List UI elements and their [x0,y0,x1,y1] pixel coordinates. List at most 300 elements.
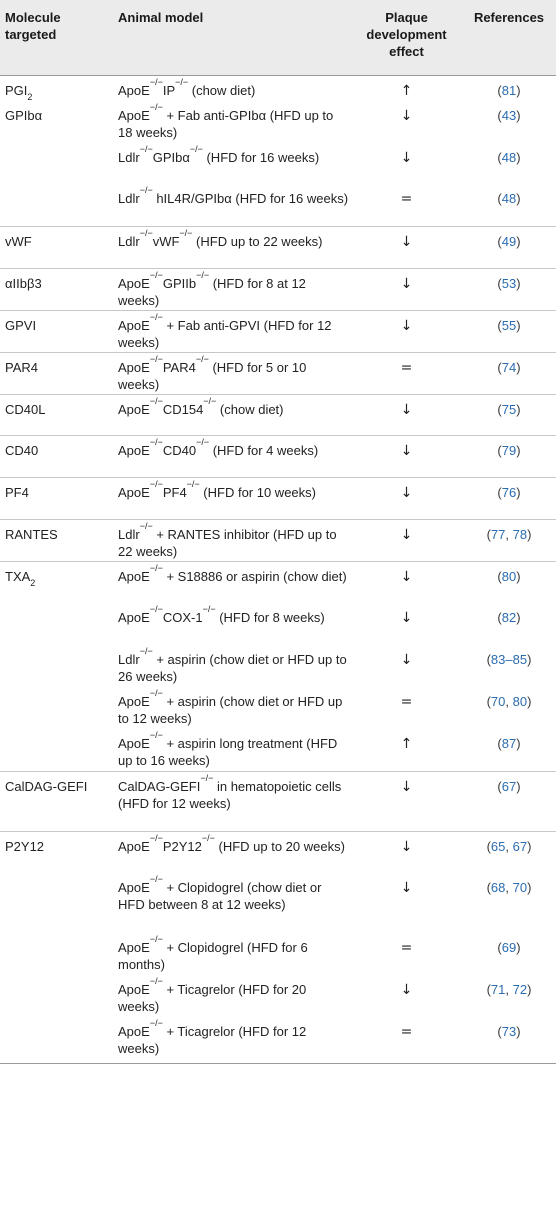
text-segment: + Fab anti-GPIbα (HFD up to 18 weeks) [118,108,334,140]
references-cell [461,477,556,519]
molecule-cell [0,771,113,831]
reference-link[interactable]: 48 [501,191,517,206]
references-cell [461,645,556,687]
paren-close: ) [516,275,521,291]
subscript: 2 [27,91,33,102]
text-segment: (HFD up to 22 weeks) [192,233,323,249]
paren-close: ) [516,359,521,375]
references-cell [461,268,556,310]
paren-open: ( [486,982,491,997]
molecule-cell [0,226,113,268]
reference-link[interactable]: 70 [512,880,528,895]
reference-link[interactable]: 76 [501,484,517,500]
arrow-down-icon: ↓ [400,610,413,626]
reference-link[interactable]: 69 [501,940,517,955]
arrow-down-icon: ↓ [400,652,413,668]
paren-open: ( [486,652,491,667]
paren-open: ( [497,108,502,123]
paren-close: ) [516,940,521,955]
molecule-cell [0,519,113,561]
text-segment: Ldlr [118,652,140,667]
molecule-cell [0,352,113,394]
table-row [0,519,556,561]
text-segment: CD154 [162,401,204,417]
superscript: −/− [149,934,163,944]
reference-link[interactable]: 74 [501,359,517,375]
references-cell [461,143,556,184]
equals-icon: = [400,940,413,956]
arrow-up-icon: ↑ [400,82,413,99]
reference-link[interactable]: 68 [490,880,506,895]
paren-close: ) [516,568,521,584]
molecule-cell [0,603,113,645]
reference-link[interactable]: 48 [501,150,517,165]
effect-cell [351,771,461,831]
header-molecule-targeted: Molecule targeted [5,10,61,42]
references-cell [461,729,556,771]
header-row [0,0,556,75]
superscript: −/− [196,436,210,447]
superscript: −/− [149,604,163,614]
text-segment: TXA [5,568,31,584]
reference-link[interactable]: 80 [501,568,517,584]
paren-open: ( [497,778,502,794]
text-segment: ApoE [118,838,150,854]
equals-icon: = [400,1024,413,1040]
text-segment: CD40 [5,442,39,458]
effect-cell [351,1017,461,1063]
superscript: −/− [186,478,200,489]
arrow-down-icon: ↓ [400,317,413,334]
text-segment: , [505,982,513,997]
superscript: −/− [149,976,163,986]
molecule-cell [0,975,113,1017]
molecule-cell [0,101,113,143]
text-segment: Ldlr [118,191,140,206]
text-segment: IP [162,82,176,98]
molecule-cell [0,184,113,226]
text-segment: + Clopidogrel (chow diet or HFD between 8 at 12 weeks) [118,880,322,912]
text-segment: (chow diet) [216,401,284,417]
text-segment: + Clopidogrel (HFD for 6 months) [118,940,308,972]
text-segment: Ldlr [118,233,140,249]
text-segment: , [505,694,513,709]
references-cell [461,561,556,603]
animal-model-cell [113,831,351,873]
text-segment: ApoE [118,401,150,417]
table-row [0,394,556,435]
paren-close: ) [527,880,532,895]
arrow-down-icon: ↓ [400,526,413,543]
superscript: −/− [139,646,153,656]
paren-close: ) [516,610,521,625]
text-segment: + RANTES inhibitor (HFD up to 22 weeks) [118,526,337,559]
text-segment: + aspirin long treatment (HFD up to 16 weeks) [118,736,338,768]
text-segment: Ldlr [118,526,140,542]
molecule-cell [0,310,113,352]
superscript: −/− [139,227,153,238]
molecule-cell [0,873,113,933]
effect-cell [351,226,461,268]
molecule-cell [0,687,113,729]
text-segment: ApoE [118,1024,150,1039]
arrow-down-icon: ↓ [400,150,413,166]
text-segment: GPVI [5,317,37,333]
superscript: −/− [200,772,214,783]
effect-cell [351,435,461,477]
effect-cell [351,184,461,226]
paren-open: ( [497,233,502,249]
text-segment: ApoE [118,317,150,333]
table-row [0,310,556,352]
superscript: −/− [203,395,217,406]
animal-model-cell [113,561,351,603]
paren-close: ) [516,442,521,458]
effect-cell [351,645,461,687]
superscript: −/− [175,76,189,87]
molecule-cell [0,645,113,687]
reference-link[interactable]: 78 [512,526,528,542]
paren-close: ) [527,982,532,997]
paren-close: ) [516,736,521,751]
equals-icon: = [400,694,413,710]
animal-model-cell [113,975,351,1017]
molecule-cell [0,75,113,101]
text-segment: COX-1 [162,610,203,625]
table-row [0,226,556,268]
table-row [0,831,556,873]
table-row [0,435,556,477]
effect-cell [351,687,461,729]
text-segment: + S18886 or aspirin (chow diet) [162,568,347,584]
superscript: −/− [149,562,163,573]
text-segment: ApoE [118,940,150,955]
effect-cell [351,603,461,645]
paren-open: ( [497,484,502,500]
table-row [0,561,556,603]
text-segment: CalDAG-GEFI [118,778,201,794]
effect-cell [351,477,461,519]
effect-cell [351,310,461,352]
references-cell [461,771,556,831]
reference-link[interactable]: 83–85 [490,652,528,667]
superscript: −/− [149,269,163,280]
animal-model-cell [113,435,351,477]
text-segment: PF4 [162,484,187,500]
effect-cell [351,729,461,771]
reference-link[interactable]: 75 [501,401,517,417]
paren-open: ( [497,401,502,417]
reference-link[interactable]: 67 [501,778,517,794]
reference-link[interactable]: 70 [490,694,506,709]
text-segment: + Ticagrelor (HFD for 20 weeks) [118,982,307,1014]
reference-link[interactable]: 55 [501,317,517,333]
references-cell [461,310,556,352]
text-segment: (HFD for 8 weeks) [215,610,325,625]
molecule-cell [0,268,113,310]
text-segment: RANTES [5,526,58,542]
paren-open: ( [497,359,502,375]
text-segment: ApoE [118,568,150,584]
table-row [0,687,556,729]
effect-cell [351,975,461,1017]
arrow-down-icon: ↓ [400,484,413,501]
superscript: −/− [195,353,209,364]
animal-model-cell [113,394,351,435]
text-segment: + aspirin (chow diet or HFD up to 12 weeks) [118,694,343,726]
arrow-down-icon: ↓ [400,275,413,292]
effect-cell [351,143,461,184]
text-segment: , [505,880,513,895]
superscript: −/− [149,76,163,87]
table-row [0,975,556,1017]
reference-link[interactable]: 77 [490,526,506,542]
arrow-down-icon: ↓ [400,233,413,250]
paren-close: ) [527,694,532,709]
superscript: −/− [149,102,163,112]
references-cell [461,226,556,268]
effect-cell [351,394,461,435]
paren-open: ( [497,610,502,625]
paren-open: ( [486,880,491,895]
reference-link[interactable]: 72 [512,982,528,997]
paren-open: ( [497,568,502,584]
paren-close: ) [516,1024,521,1039]
table-row [0,268,556,310]
reference-link[interactable]: 80 [512,694,528,709]
text-segment: ApoE [118,442,150,458]
text-segment: CD40 [162,442,197,458]
text-segment: + Fab anti-GPVI (HFD for 12 weeks) [118,317,332,350]
effect-cell [351,268,461,310]
text-segment: ApoE [118,736,150,751]
superscript: −/− [149,478,163,489]
paren-close: ) [516,778,521,794]
table-row [0,75,556,101]
molecule-cell [0,143,113,184]
table-row [0,771,556,831]
superscript: −/− [179,227,193,238]
reference-link[interactable]: 87 [501,736,517,751]
molecule-cell [0,831,113,873]
paren-open: ( [486,838,491,854]
references-cell [461,519,556,561]
text-segment: P2Y12 [162,838,202,854]
references-cell [461,687,556,729]
references-cell [461,873,556,933]
references-cell [461,831,556,873]
text-segment: GPIbα [152,150,190,165]
reference-link[interactable]: 43 [501,108,517,123]
paren-close: ) [527,526,532,542]
reference-link[interactable]: 67 [512,838,528,854]
animal-model-cell [113,352,351,394]
arrow-up-icon: ↑ [400,736,413,752]
text-segment: PGI [5,82,28,98]
text-segment: (HFD for 5 or 10 weeks) [118,359,307,392]
animal-model-cell [113,603,351,645]
arrow-down-icon: ↓ [400,778,413,795]
animal-model-cell [113,1017,351,1063]
reference-link[interactable]: 81 [501,82,517,98]
table-row [0,933,556,975]
text-segment: (HFD for 16 weeks) [202,150,320,165]
animal-model-cell [113,729,351,771]
superscript: −/− [201,832,215,843]
superscript: −/− [149,436,163,447]
text-segment: ApoE [118,108,150,123]
subscript: 2 [30,577,36,588]
text-segment: PF4 [5,484,29,500]
paren-close: ) [516,191,521,206]
equals-icon: = [400,359,413,376]
paren-open: ( [497,736,502,751]
equals-icon: = [400,191,413,207]
animal-model-cell [113,933,351,975]
superscript: −/− [139,185,153,195]
molecule-cell [0,933,113,975]
effect-cell [351,75,461,101]
arrow-down-icon: ↓ [400,108,413,124]
animal-model-cell [113,645,351,687]
molecule-cell [0,394,113,435]
header-references: References [473,10,545,25]
reference-link[interactable]: 82 [501,610,517,625]
text-segment: PAR4 [162,359,196,375]
table-row [0,873,556,933]
text-segment: in hematopoietic cells (HFD for 12 weeks) [118,778,342,811]
superscript: −/− [149,832,163,843]
paren-close: ) [516,150,521,165]
text-segment: vWF [5,233,32,249]
reference-link[interactable]: 65 [490,838,506,854]
effect-cell [351,873,461,933]
text-segment: , [505,526,513,542]
superscript: −/− [202,604,216,614]
table-header [0,0,556,75]
text-segment: GPIIb [162,275,197,291]
animal-model-cell [113,519,351,561]
effect-cell [351,519,461,561]
paren-close: ) [527,838,532,854]
reference-link[interactable]: 71 [490,982,506,997]
animal-model-cell [113,687,351,729]
animal-model-cell [113,310,351,352]
text-segment: ApoE [118,359,150,375]
animal-model-cell [113,101,351,143]
text-segment: hIL4R/GPIbα (HFD for 16 weeks) [152,191,349,206]
animal-model-cell [113,771,351,831]
effect-cell [351,352,461,394]
paren-open: ( [486,694,491,709]
text-segment: + aspirin (chow diet or HFD up to 26 weeks) [118,652,347,684]
text-segment: GPIbα [5,108,43,123]
paren-close: ) [516,401,521,417]
text-segment: PAR4 [5,359,38,375]
references-cell [461,435,556,477]
superscript: −/− [139,520,153,531]
text-segment: ApoE [118,694,150,709]
text-segment: ApoE [118,275,150,291]
arrow-down-icon: ↓ [400,838,413,855]
references-cell [461,1017,556,1063]
paren-close: ) [516,82,521,98]
superscript: −/− [149,1018,163,1028]
text-segment: Ldlr [118,150,140,165]
table-row [0,603,556,645]
text-segment: (HFD for 10 weeks) [199,484,316,500]
paren-close: ) [516,484,521,500]
text-segment: vWF [152,233,180,249]
paren-open: ( [497,82,502,98]
arrow-down-icon: ↓ [400,401,413,418]
paren-close: ) [527,652,532,667]
superscript: −/− [139,144,153,154]
table-body [0,75,556,1063]
animal-model-cell [113,143,351,184]
paren-open: ( [497,442,502,458]
effect-cell [351,561,461,603]
superscript: −/− [149,688,163,698]
text-segment: CD40L [5,401,46,417]
animal-model-cell [113,873,351,933]
text-segment: ApoE [118,880,150,895]
paren-open: ( [497,275,502,291]
paren-open: ( [497,940,502,955]
effect-cell [351,831,461,873]
molecule-cell [0,435,113,477]
header-plaque-effect: Plaque development effect [366,10,447,59]
table-row [0,729,556,771]
references-cell [461,975,556,1017]
references-cell [461,394,556,435]
effect-cell [351,101,461,143]
animal-model-cell [113,184,351,226]
text-segment: αIIbβ3 [5,275,42,291]
references-cell [461,352,556,394]
text-segment: ApoE [118,82,150,98]
animal-model-cell [113,75,351,101]
text-segment: (chow diet) [188,82,256,98]
superscript: −/− [149,353,163,364]
paren-open: ( [497,317,502,333]
reference-link[interactable]: 53 [501,275,517,291]
text-segment: ApoE [118,610,150,625]
table-row [0,1017,556,1063]
superscript: −/− [149,730,163,740]
superscript: −/− [149,311,163,322]
text-segment: (HFD for 8 at 12 weeks) [118,275,306,308]
animal-model-cell [113,226,351,268]
reference-link[interactable]: 49 [501,233,517,249]
arrow-down-icon: ↓ [400,982,413,998]
molecule-cell [0,729,113,771]
table-row [0,101,556,143]
table-row [0,143,556,184]
text-segment: CalDAG-GEFI [5,778,88,794]
text-segment: , [505,838,513,854]
superscript: −/− [189,144,203,154]
reference-link[interactable]: 79 [501,442,517,458]
molecule-cell [0,1017,113,1063]
paren-close: ) [516,108,521,123]
superscript: −/− [196,269,210,280]
text-segment: ApoE [118,982,150,997]
text-segment: + Ticagrelor (HFD for 12 weeks) [118,1024,307,1056]
arrow-down-icon: ↓ [400,880,413,896]
reference-link[interactable]: 73 [501,1024,517,1039]
paren-close: ) [516,317,521,333]
